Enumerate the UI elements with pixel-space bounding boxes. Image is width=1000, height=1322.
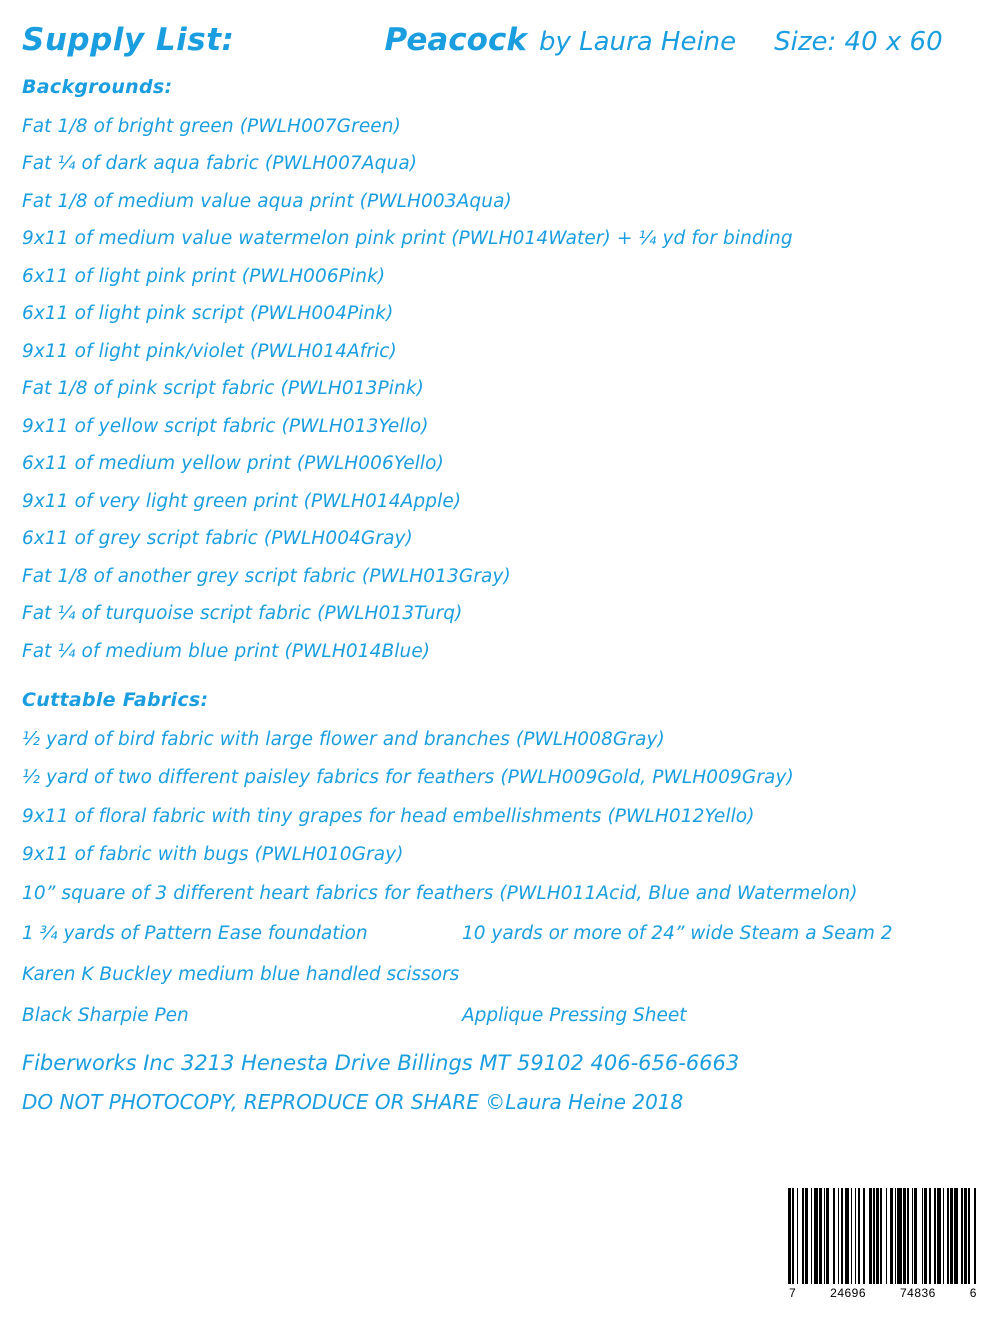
- barcode-bar: [976, 1188, 979, 1284]
- list-item: 6x11 of medium yellow print (PWLH006Yello): [22, 453, 444, 474]
- list-item: Fat ¼ of dark aqua fabric (PWLH007Aqua): [22, 153, 418, 174]
- barcode-group-1: 24696: [830, 1286, 867, 1300]
- cuttable-fabrics-section: [22, 689, 978, 1037]
- list-item: 9x11 of medium value watermelon pink print (PWLH014Water) + ¼ yd for binding: [22, 228, 793, 249]
- barcode-group-2: 74836: [899, 1286, 936, 1300]
- page-title: Supply List:: [22, 22, 235, 58]
- list-item: 9x11 of yellow script fabric (PWLH013Yello): [22, 415, 429, 437]
- barcode: [788, 1188, 978, 1300]
- barcode-digits: [788, 1286, 978, 1300]
- list-item: Fat 1/8 of medium value aqua print (PWLH003Aqua): [22, 190, 512, 212]
- list-item: 6x11 of grey script fabric (PWLH004Gray): [22, 528, 413, 549]
- supplies-row-pen: [22, 995, 978, 1036]
- list-item: Fat ¼ of turquoise script fabric (PWLH013Turq): [22, 603, 463, 624]
- pattern-name: Peacock: [384, 22, 527, 58]
- list-item: Fat ¼ of medium blue print (PWLH014Blue): [22, 640, 431, 662]
- barcode-right-digit: 6: [969, 1286, 977, 1300]
- cuttable-fabrics-list: [22, 721, 978, 914]
- page-header: [22, 22, 978, 58]
- backgrounds-heading: Backgrounds:: [22, 76, 173, 98]
- list-item: 9x11 of very light green print (PWLH014Apple): [22, 490, 462, 512]
- list-item: Fat 1/8 of pink script fabric (PWLH013Pink): [22, 378, 424, 399]
- backgrounds-section: [22, 76, 978, 671]
- pressing-sheet-item: Applique Pressing Sheet: [462, 1005, 687, 1026]
- list-item: 9x11 of light pink/violet (PWLH014Afric): [22, 340, 397, 362]
- list-item: ½ yard of bird fabric with large flower and branches (PWLH008Gray): [22, 728, 665, 750]
- steam-a-seam-item: 10 yards or more of 24” wide Steam a Seam 2: [462, 923, 893, 944]
- list-item: Fat 1/8 of another grey script fabric (PWLH013Gray): [22, 565, 511, 587]
- list-item: 6x11 of light pink script (PWLH004Pink): [22, 303, 394, 324]
- barcode-bars: [788, 1188, 978, 1284]
- list-item: 10” square of 3 different heart fabrics for feathers (PWLH011Acid, Blue and Watermelon): [22, 882, 858, 904]
- company-address: Fiberworks Inc 3213 Henesta Drive Billings MT 59102 406-656-6663: [22, 1051, 740, 1075]
- designer-credit: by Laura Heine: [538, 27, 737, 57]
- quilt-size: Size: 40 x 60: [774, 27, 943, 57]
- copyright-notice: DO NOT PHOTOCOPY, REPRODUCE OR SHARE ©Laura Heine 2018: [22, 1090, 684, 1114]
- footer: [22, 1042, 978, 1120]
- pattern-ease-item: 1 ¾ yards of Pattern Ease foundation: [22, 923, 368, 944]
- list-item: Fat 1/8 of bright green (PWLH007Green): [22, 115, 401, 137]
- list-item: 9x11 of fabric with bugs (PWLH010Gray): [22, 844, 404, 865]
- sharpie-pen-item: Black Sharpie Pen: [22, 1005, 189, 1026]
- list-item: 9x11 of floral fabric with tiny grapes for head embellishments (PWLH012Yello): [22, 805, 755, 827]
- scissors-item: Karen K Buckley medium blue handled scissors: [22, 964, 460, 985]
- list-item: 6x11 of light pink print (PWLH006Pink): [22, 265, 386, 287]
- cuttable-fabrics-heading: Cuttable Fabrics:: [22, 688, 209, 711]
- barcode-left-digit: 7: [789, 1286, 797, 1300]
- list-item: ½ yard of two different paisley fabrics for feathers (PWLH009Gold, PWLH009Gray): [22, 767, 794, 788]
- backgrounds-list: [22, 108, 978, 671]
- supplies-row-pattern-ease: [22, 913, 978, 954]
